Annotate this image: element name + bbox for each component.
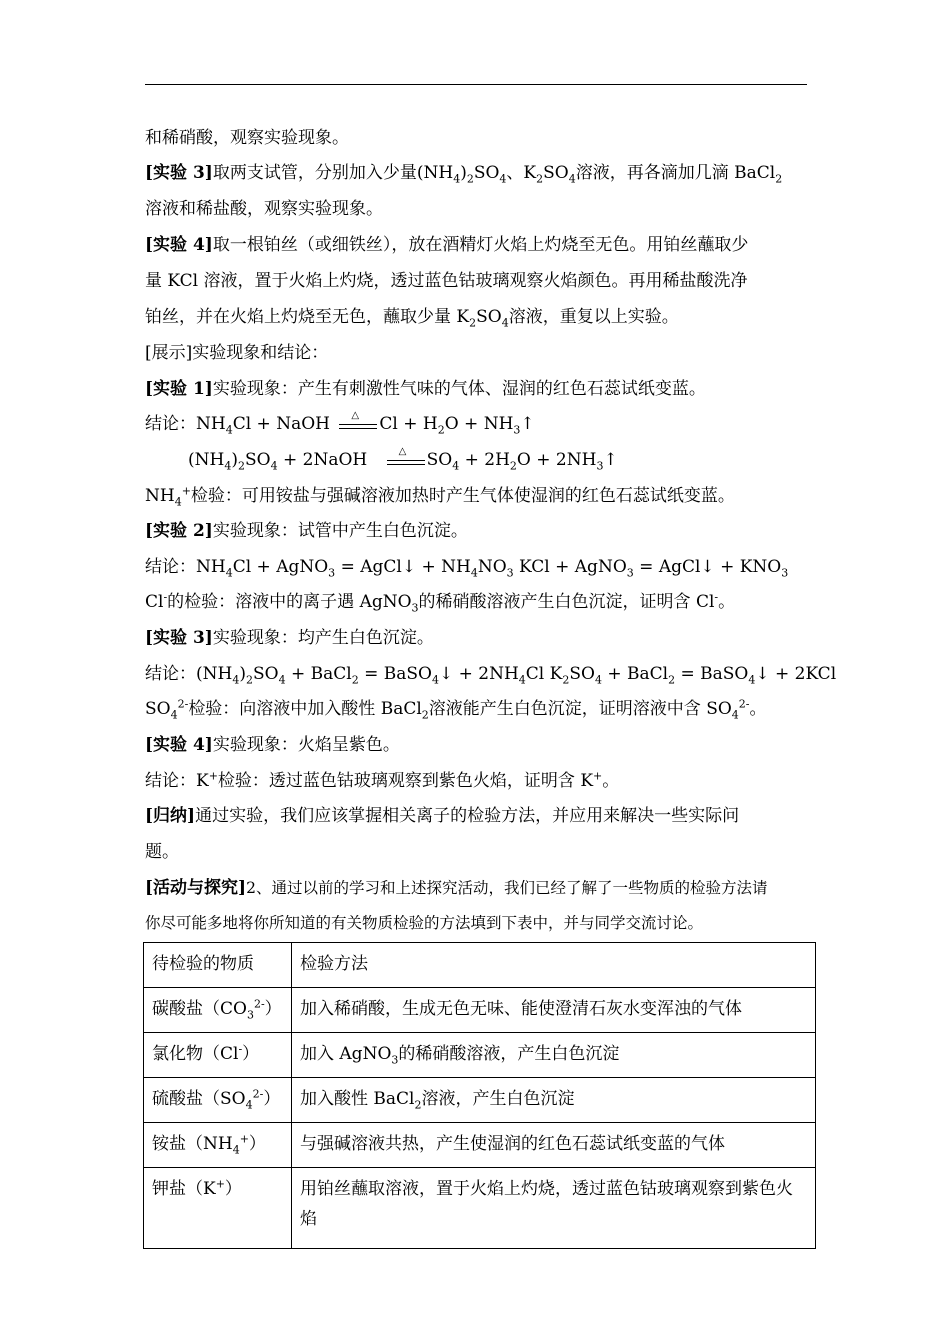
- table-row: 硫酸盐$(SO_4^{2-})$ 加入酸性 BaCl$_2$溶液，产生白色沉淀: [144, 1078, 816, 1123]
- result-1: [实验 1]实验现象：产生有刺激性气味的气体、湿润的红色石蕊试纸变蓝。: [145, 379, 706, 399]
- header-rule: [145, 84, 807, 85]
- conclusion-3: 结论：$(NH_4)_2SO_4$ + BaCl$_2$ = BaSO$_4$↓ + $2NH_4Cl$ $K_2SO_4$ + BaCl$_2$ = BaSO$_4$↓ + 2KCl: [145, 664, 837, 687]
- heat-equals-icon: △: [385, 453, 425, 469]
- table-row: 钾盐（K+） 用铂丝蘸取溶液，置于火焰上灼烧，透过蓝色钴玻璃观察到紫色火焰: [144, 1168, 816, 1249]
- paragraph-line: 和稀硝酸，观察实验现象。: [145, 128, 349, 148]
- experiment-4-step: [实验 4]取一根铂丝（或细铁丝），放在酒精灯火焰上灼烧至无色。用铂丝蘸取少: [145, 235, 749, 255]
- conclusion-4: 结论：K+检验：透过蓝色钴玻璃观察到紫色火焰，证明含 K+。: [145, 769, 620, 791]
- cl-test: Cl-的检验：溶液中的离子遇 AgNO$_3$的稀硝酸溶液产生白色沉淀，证明含 Cl-。: [145, 590, 736, 615]
- ion-test-table: [143, 942, 816, 1249]
- conclusion-1: 结论：$NH_4Cl$ + NaOH △ $Cl + H_2O$ + $NH_3↑$: [145, 409, 535, 437]
- nh4-test: $NH_4^+$检验：可用铵盐与强碱溶液加热时产生气体使湿润的红色石蕊试纸变蓝。: [145, 484, 735, 509]
- table-row: 氯化物（Cl-） 加入 AgNO$_3$的稀硝酸溶液，产生白色沉淀: [144, 1033, 816, 1078]
- result-4: [实验 4]实验现象：火焰呈紫色。: [145, 735, 400, 755]
- display-heading: [展示]实验现象和结论：: [145, 343, 329, 363]
- header-substance: 待检验的物质: [144, 943, 292, 988]
- summary-cont: 题。: [145, 842, 179, 862]
- experiment-3-step: [实验 3]取两支试管，分别加入少量$(NH_4)_2SO_4$、$K_2SO_4$溶液，再各滴加几滴 BaCl$_2$: [145, 163, 783, 186]
- table-row: 铵盐$(NH_4^+)$ 与强碱溶液共热，产生使湿润的红色石蕊试纸变蓝的气体: [144, 1123, 816, 1168]
- table-header-row: [144, 943, 816, 988]
- heat-equals-icon: △: [337, 417, 377, 433]
- result-3: [实验 3]实验现象：均产生白色沉淀。: [145, 628, 434, 648]
- activity: [活动与探究]2、通过以前的学习和上述探究活动，我们已经了解了一些物质的检验方法请: [145, 878, 768, 898]
- paragraph-line: 量 KCl 溶液，置于火焰上灼烧，透过蓝色钴玻璃观察火焰颜色。再用稀盐酸洗净: [145, 271, 748, 291]
- conclusion-2: 结论：$NH_4Cl$ + AgNO$_3$ = AgCl↓ + $NH_4NO_3$ KCl + AgNO$_3$ = AgCl↓ + $KNO_3$: [145, 557, 789, 580]
- activity-cont: 你尽可能多地将你所知道的有关物质检验的方法填到下表中，并与同学交流讨论。: [145, 914, 704, 932]
- paragraph-line: 铂丝，并在火焰上灼烧至无色，蘸取少量 $K_2SO_4$溶液，重复以上实验。: [145, 307, 679, 330]
- conclusion-1b: $(NH_4)_2SO_4$ + 2NaOH △ $SO_4 + 2H_2O$ + $2NH_3↑$: [188, 445, 618, 473]
- header-method: 检验方法: [292, 943, 816, 988]
- summary: [归纳]通过实验，我们应该掌握相关离子的检验方法，并应用来解决一些实际问: [145, 806, 740, 826]
- result-2: [实验 2]实验现象：试管中产生白色沉淀。: [145, 521, 468, 541]
- so4-test: $SO_4^{2-}$检验：向溶液中加入酸性 BaCl$_2$溶液能产生白色沉淀，证明溶液中含 $SO_4^{2-}$。: [145, 697, 767, 722]
- table-row: 碳酸盐$(CO_3^{2-})$ 加入稀硝酸，生成无色无味、能使澄清石灰水变浑浊的气体: [144, 988, 816, 1033]
- paragraph-line: 溶液和稀盐酸，观察实验现象。: [145, 199, 383, 219]
